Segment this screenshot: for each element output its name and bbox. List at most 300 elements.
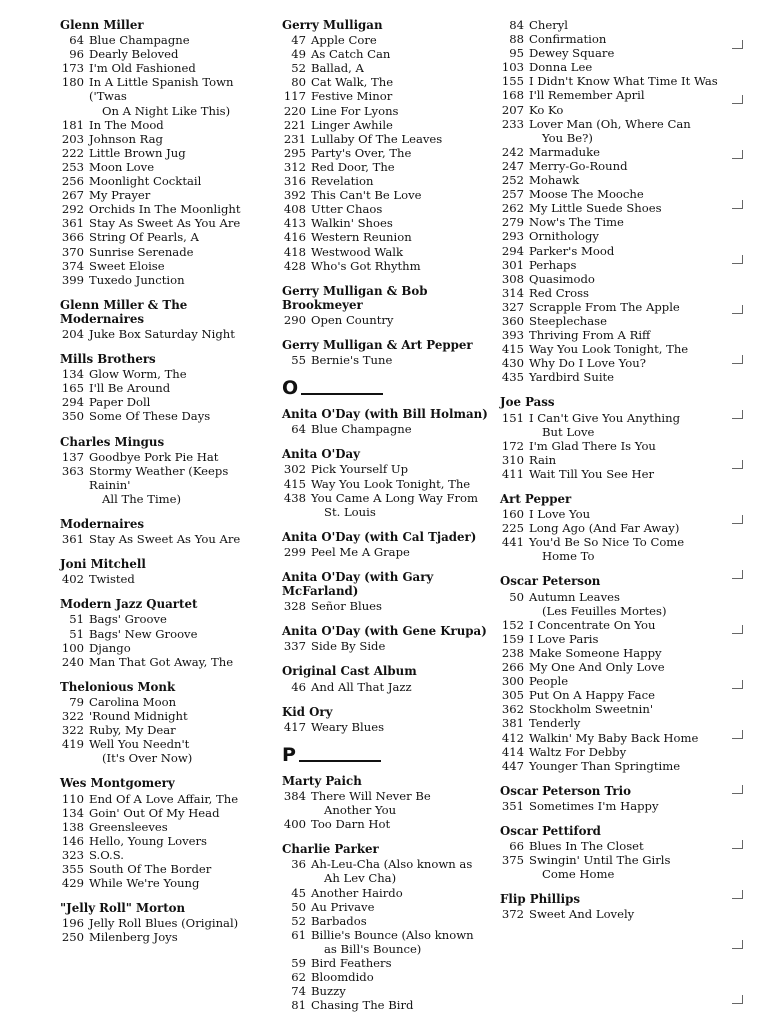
song-title	[311, 259, 498, 273]
song-page-number: 51	[69, 612, 84, 627]
song-entry	[500, 745, 720, 759]
song-entry	[282, 245, 498, 259]
song-entry	[60, 876, 270, 890]
song-page-number: 59	[291, 955, 306, 970]
song-title-line: Parker's Mood	[529, 243, 615, 258]
song-title-line: Barbados	[311, 913, 367, 928]
song-page-number: 88	[509, 32, 524, 47]
song-title-line: Swingin' Until The Girls	[529, 853, 671, 868]
song-title	[311, 422, 498, 436]
artist-section	[500, 395, 720, 481]
edge-mark	[732, 515, 743, 524]
letter-rule	[299, 760, 381, 762]
song-title-line: Confirmation	[529, 32, 607, 47]
song-page-number: 180	[61, 75, 84, 90]
song-title-line: Thriving From A Riff	[529, 328, 651, 343]
song-title-line: Cheryl	[529, 18, 568, 32]
song-title	[311, 720, 498, 734]
song-page-number: 50	[291, 899, 306, 914]
song-entry	[60, 834, 270, 848]
artist-section	[500, 892, 720, 921]
song-page-number: 47	[291, 33, 306, 48]
song-title	[311, 146, 498, 160]
artist-name: Glenn Miller	[60, 18, 144, 32]
song-title	[89, 367, 270, 381]
song-title-line: Long Ago (And Far Away)	[529, 521, 680, 536]
song-entry	[60, 245, 270, 259]
edge-mark	[732, 40, 743, 49]
edge-mark	[732, 785, 743, 794]
song-title-line: Stockholm Sweetnin'	[529, 702, 654, 717]
artist-name: Modernaires	[60, 517, 144, 531]
song-page-number: 360	[501, 313, 524, 328]
artist-section	[60, 597, 270, 668]
song-title-line: Peel Me A Grape	[311, 544, 410, 559]
song-entry	[60, 118, 270, 132]
song-entry	[500, 453, 720, 467]
edge-mark	[732, 680, 743, 689]
song-title	[89, 695, 270, 709]
song-title-line: Rain	[529, 452, 557, 467]
song-title	[529, 88, 720, 102]
song-title	[529, 745, 720, 759]
song-entry	[60, 709, 270, 723]
song-page-number: 418	[283, 244, 306, 259]
song-title	[311, 353, 498, 367]
song-title-line: I'm Old Fashioned	[89, 61, 196, 76]
song-entry	[60, 695, 270, 709]
song-entry	[500, 356, 720, 370]
song-title	[311, 216, 498, 230]
song-entry	[60, 367, 270, 381]
artist-section	[500, 784, 720, 813]
song-page-number: 222	[61, 145, 84, 160]
song-title-line: Chasing The Bird	[311, 998, 414, 1013]
song-title	[529, 590, 720, 618]
artist-section	[282, 284, 498, 327]
artist-section	[500, 18, 720, 384]
song-page-number: 415	[283, 476, 306, 491]
edge-mark	[732, 255, 743, 264]
song-page-number: 308	[501, 271, 524, 286]
song-page-number: 361	[61, 216, 84, 231]
song-title	[529, 215, 720, 229]
letter-heading-text: P	[282, 743, 296, 766]
song-title-line: Twisted	[89, 572, 135, 587]
song-title	[311, 174, 498, 188]
letter-rule	[301, 393, 383, 395]
song-entry	[282, 104, 498, 118]
song-entry	[282, 599, 498, 613]
song-page-number: 361	[61, 532, 84, 547]
song-title-line: While We're Young	[89, 876, 200, 891]
song-title	[529, 103, 720, 117]
song-page-number: 412	[501, 730, 524, 745]
song-title	[89, 259, 270, 273]
song-entry	[60, 395, 270, 409]
song-entry	[500, 467, 720, 481]
artist-section	[60, 435, 270, 506]
song-entry	[500, 60, 720, 74]
song-title	[529, 535, 720, 563]
song-title	[311, 998, 498, 1012]
song-title	[529, 32, 720, 46]
song-entry	[500, 907, 720, 921]
artist-name: Gerry Mulligan & Art Pepper	[282, 337, 473, 352]
song-entry	[60, 464, 270, 506]
song-title-line: I Can't Give You Anything	[529, 410, 681, 425]
song-title-line: Scrapple From The Apple	[529, 299, 680, 314]
song-entry	[500, 229, 720, 243]
song-page-number: 328	[283, 599, 306, 614]
song-entry	[282, 132, 498, 146]
song-entry	[500, 215, 720, 229]
song-title	[529, 145, 720, 159]
song-entry	[282, 259, 498, 273]
song-title-line: St. Louis	[324, 504, 376, 519]
song-entry	[500, 201, 720, 215]
song-title	[311, 61, 498, 75]
song-title-line: Sunrise Serenade	[89, 244, 194, 259]
song-title	[311, 984, 498, 998]
song-page-number: 400	[283, 817, 306, 832]
artist-section	[282, 447, 498, 518]
song-entry	[60, 160, 270, 174]
song-title	[311, 928, 498, 956]
song-entry	[60, 188, 270, 202]
artist-name: Anita O'Day (with Cal Tjader)	[282, 529, 477, 544]
song-page-number: 253	[61, 159, 84, 174]
song-title-line: Bags' Groove	[89, 612, 167, 627]
song-title	[89, 737, 270, 765]
song-title	[529, 258, 720, 272]
song-entry	[60, 862, 270, 876]
song-title-line: Walkin' My Baby Back Home	[529, 730, 699, 745]
song-page-number: 160	[501, 507, 524, 522]
song-entry	[500, 632, 720, 646]
artist-name: Modern Jazz Quartet	[60, 597, 198, 612]
song-title	[529, 618, 720, 632]
song-title	[89, 572, 270, 586]
artist-name: Anita O'Day	[282, 447, 361, 462]
song-title-line: Billie's Bounce (Also known	[311, 927, 474, 942]
song-title-line: Linger Awhile	[311, 117, 393, 132]
song-page-number: 392	[283, 188, 306, 203]
song-entry	[500, 688, 720, 702]
song-title-line: Apple Core	[311, 33, 377, 48]
song-title	[529, 853, 720, 881]
song-title-line: Greensleeves	[89, 819, 168, 834]
song-page-number: 204	[61, 326, 84, 341]
song-page-number: 372	[501, 907, 524, 922]
song-entry	[500, 74, 720, 88]
song-title	[89, 75, 270, 117]
song-page-number: 173	[61, 61, 84, 76]
artist-name: Oscar Peterson Trio	[500, 783, 631, 798]
song-title-line: Blue Champagne	[89, 33, 190, 48]
song-entry	[282, 118, 498, 132]
song-page-number: 366	[61, 230, 84, 245]
artist-name: Glenn Miller & The Modernaires	[60, 297, 188, 326]
song-title	[529, 507, 720, 521]
artist-section	[60, 18, 270, 287]
song-title-line: Red Cross	[529, 285, 589, 300]
song-title	[89, 160, 270, 174]
song-title-line: Yardbird Suite	[529, 370, 615, 385]
song-entry	[500, 314, 720, 328]
song-title-line: Put On A Happy Face	[529, 688, 655, 703]
song-page-number: 220	[283, 103, 306, 118]
song-title-line: Dewey Square	[529, 46, 615, 61]
song-title-line: Younger Than Springtime	[529, 758, 681, 773]
song-page-number: 81	[291, 998, 306, 1013]
song-page-number: 413	[283, 216, 306, 231]
song-title-line: Sweet Eloise	[89, 258, 165, 273]
artist-name: Kid Ory	[282, 704, 333, 719]
song-title	[311, 970, 498, 984]
song-page-number: 181	[61, 117, 84, 132]
song-title	[529, 159, 720, 173]
song-page-number: 374	[61, 258, 84, 273]
song-entry	[282, 422, 498, 436]
song-page-number: 290	[283, 312, 306, 327]
artist-section	[282, 407, 498, 436]
edge-mark	[732, 95, 743, 104]
song-entry	[60, 792, 270, 806]
song-page-number: 419	[61, 737, 84, 752]
song-title-line: My Prayer	[89, 188, 151, 203]
song-title-line: Donna Lee	[529, 60, 593, 75]
artist-name: Thelonious Monk	[60, 679, 176, 694]
song-title-line: I'm Glad There Is You	[529, 438, 656, 453]
artist-name: Mills Brothers	[60, 352, 156, 367]
song-page-number: 134	[61, 367, 84, 382]
song-title	[89, 61, 270, 75]
artist-name: Anita O'Day (with Bill Holman)	[282, 407, 488, 422]
song-title-line: 'Round Midnight	[89, 709, 188, 724]
song-title	[529, 60, 720, 74]
song-title	[311, 160, 498, 174]
artist-section	[282, 570, 498, 613]
song-page-number: 96	[69, 47, 84, 62]
song-page-number: 414	[501, 744, 524, 759]
song-page-number: 441	[501, 535, 524, 550]
song-title	[89, 848, 270, 862]
song-entry	[60, 327, 270, 341]
song-title	[311, 956, 498, 970]
artist-section	[500, 574, 720, 772]
song-entry	[282, 216, 498, 230]
index-column-3	[500, 18, 720, 933]
song-title-line: Señor Blues	[311, 599, 382, 614]
song-title-line: Western Reunion	[311, 230, 412, 245]
song-title-line: My Little Suede Shoes	[529, 201, 662, 216]
edge-mark	[732, 840, 743, 849]
song-page-number: 74	[291, 984, 306, 999]
song-page-number: 322	[61, 723, 84, 738]
song-entry	[282, 928, 498, 956]
song-entry	[500, 590, 720, 618]
song-title	[311, 89, 498, 103]
song-entry	[282, 174, 498, 188]
song-entry	[60, 381, 270, 395]
song-page-number: 134	[61, 805, 84, 820]
song-title-line: I'll Remember April	[529, 88, 645, 103]
song-entry	[60, 930, 270, 944]
song-title-line: Another You	[324, 803, 397, 818]
song-title	[89, 820, 270, 834]
song-entry	[60, 723, 270, 737]
song-entry	[500, 853, 720, 881]
song-title-line: Now's The Time	[529, 215, 624, 230]
song-title-line: Tuxedo Junction	[89, 272, 185, 287]
song-entry	[500, 300, 720, 314]
song-entry	[500, 145, 720, 159]
song-entry	[282, 886, 498, 900]
song-title	[529, 46, 720, 60]
song-title-line: Django	[89, 640, 131, 655]
song-entry	[282, 680, 498, 694]
song-title	[311, 47, 498, 61]
song-title-line: Line For Lyons	[311, 103, 399, 118]
artist-section	[282, 530, 498, 559]
song-entry	[500, 173, 720, 187]
song-entry	[500, 103, 720, 117]
song-title	[89, 450, 270, 464]
song-title	[311, 132, 498, 146]
song-entry	[60, 202, 270, 216]
song-entry	[60, 273, 270, 287]
song-page-number: 52	[291, 913, 306, 928]
artist-section	[60, 298, 270, 341]
song-title-line: You'd Be So Nice To Come	[529, 535, 685, 550]
artist-name: Joni Mitchell	[60, 557, 146, 572]
song-title	[89, 188, 270, 202]
song-page-number: 152	[501, 617, 524, 632]
song-title-line: Ornithology	[529, 229, 599, 244]
artist-name: Anita O'Day (with Gene Krupa)	[282, 624, 487, 639]
song-title-line: You Came A Long Way From	[311, 490, 479, 505]
song-entry	[282, 720, 498, 734]
song-page-number: 417	[283, 719, 306, 734]
song-title-line: Autumn Leaves	[529, 589, 620, 604]
song-page-number: 305	[501, 688, 524, 703]
song-title	[89, 916, 270, 930]
song-entry	[60, 216, 270, 230]
song-page-number: 62	[291, 970, 306, 985]
song-title-line: Westwood Walk	[311, 244, 403, 259]
song-page-number: 300	[501, 674, 524, 689]
song-entry	[500, 117, 720, 145]
song-title-line: But Love	[542, 424, 595, 439]
song-page-number: 292	[61, 202, 84, 217]
song-entry	[282, 956, 498, 970]
song-title	[529, 632, 720, 646]
artist-section	[60, 680, 270, 766]
song-page-number: 350	[61, 409, 84, 424]
song-title	[311, 75, 498, 89]
song-title	[311, 857, 498, 885]
song-title	[89, 792, 270, 806]
song-page-number: 55	[291, 353, 306, 368]
artist-section	[282, 18, 498, 273]
song-entry	[282, 639, 498, 653]
song-page-number: 430	[501, 356, 524, 371]
song-title	[311, 188, 498, 202]
song-title	[89, 146, 270, 160]
song-title-line: Marmaduke	[529, 144, 601, 159]
song-title	[529, 688, 720, 702]
song-title-line: Paper Doll	[89, 395, 151, 410]
song-title	[89, 655, 270, 669]
song-title	[89, 202, 270, 216]
song-title-line: Perhaps	[529, 257, 577, 272]
song-title-line: Too Darn Hot	[311, 817, 391, 832]
song-entry	[282, 817, 498, 831]
song-entry	[60, 655, 270, 669]
letter-heading	[282, 378, 498, 398]
song-title-line: Tenderly	[529, 716, 581, 731]
song-page-number: 438	[283, 490, 306, 505]
song-title-line: Wait Till You See Her	[529, 466, 655, 481]
song-title-line: Waltz For Debby	[529, 744, 627, 759]
artist-name: Joe Pass	[500, 395, 555, 410]
song-entry	[500, 839, 720, 853]
song-title-line: Another Hairdo	[311, 885, 403, 900]
song-title-line: Ah-Leu-Cha (Also known as	[311, 857, 473, 872]
artist-name: Wes Montgomery	[60, 776, 175, 791]
song-entry	[500, 674, 720, 688]
song-title-line: Carolina Moon	[89, 694, 177, 709]
artist-name: Gerry Mulligan	[282, 18, 383, 32]
song-page-number: 267	[61, 188, 84, 203]
song-entry	[282, 491, 498, 519]
artist-name: Anita O'Day (with Gary McFarland)	[282, 570, 434, 599]
song-entry	[60, 75, 270, 117]
song-title	[89, 532, 270, 546]
song-entry	[282, 33, 498, 47]
song-page-number: 384	[283, 788, 306, 803]
song-title-line: String Of Pearls, A	[89, 230, 199, 245]
song-page-number: 207	[501, 102, 524, 117]
song-title-line: Stay As Sweet As You Are	[89, 532, 241, 547]
artist-section	[60, 517, 270, 546]
song-entry	[60, 174, 270, 188]
song-title	[529, 759, 720, 773]
edge-mark	[732, 305, 743, 314]
song-page-number: 46	[291, 679, 306, 694]
song-title	[89, 216, 270, 230]
song-title	[529, 674, 720, 688]
song-title	[529, 286, 720, 300]
artist-section	[60, 557, 270, 586]
song-page-number: 402	[61, 572, 84, 587]
song-title-line: Ah Lev Cha)	[324, 871, 397, 886]
song-title-line: Way You Look Tonight, The	[529, 342, 689, 357]
song-title	[89, 273, 270, 287]
song-title-line: Milenberg Joys	[89, 930, 178, 945]
song-page-number: 279	[501, 215, 524, 230]
letter-heading	[282, 745, 498, 765]
song-page-number: 137	[61, 449, 84, 464]
song-page-number: 196	[61, 916, 84, 931]
song-title-line: Moonlight Cocktail	[89, 174, 202, 189]
song-title-line: You Be?)	[542, 130, 593, 145]
song-title-line: Dearly Beloved	[89, 47, 179, 62]
song-entry	[500, 759, 720, 773]
song-title-line: Merry-Go-Round	[529, 158, 628, 173]
song-title-line: Bird Feathers	[311, 955, 392, 970]
